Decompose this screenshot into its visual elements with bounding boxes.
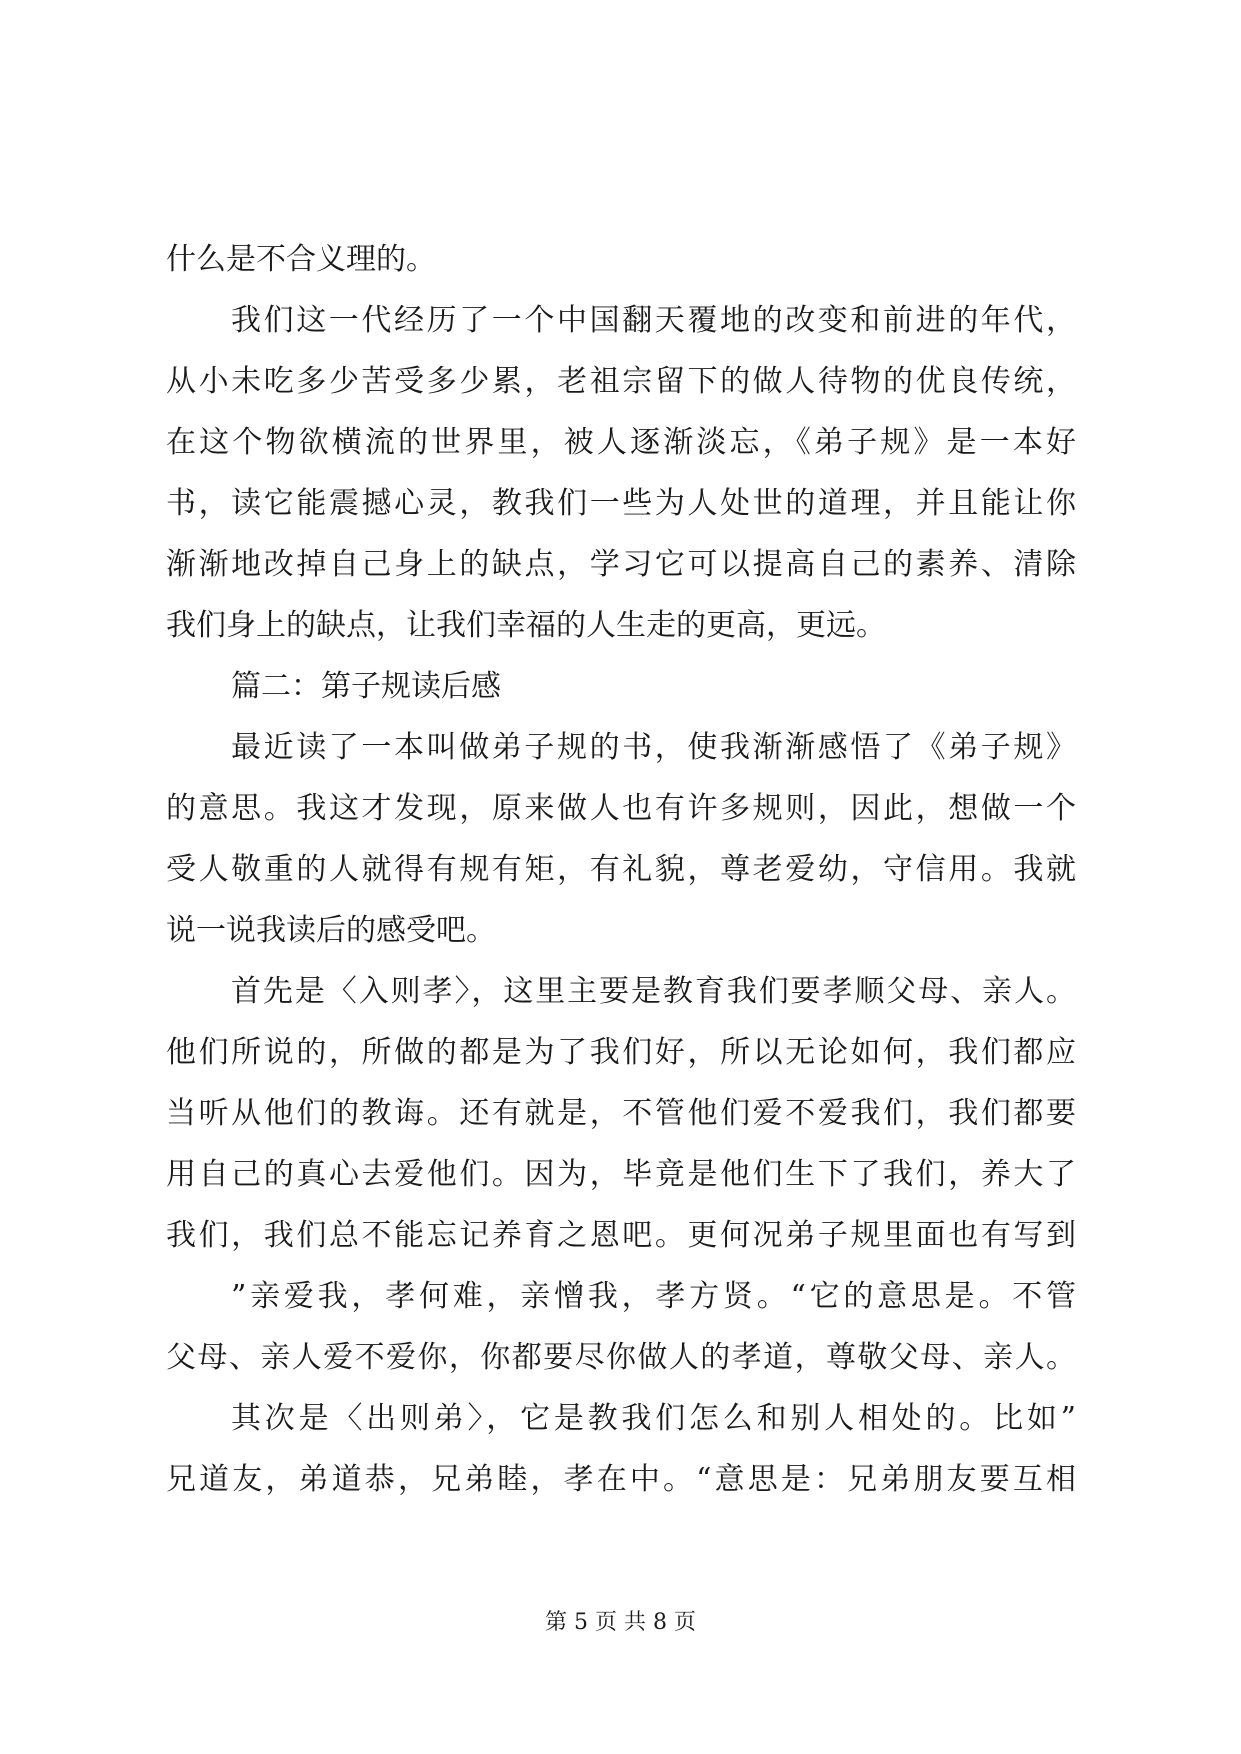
paragraph [166,229,1076,290]
paragraph [166,1388,1076,1510]
paragraph [166,1266,1076,1388]
text-line: 其次是〈出则弟〉，它是教我们怎么和别人相处的。比如” [231,1401,1076,1436]
text-line: ”亲爱我，孝何难，亲憎我，孝方贤。“它的意思是。不管 [231,1279,1076,1314]
text-line: 首先是〈入则孝〉，这里主要是教育我们要孝顺父母、亲人。 [231,974,1076,1009]
body-text [166,229,1076,1510]
text-line: 最近读了一本叫做弟子规的书，使我渐渐感悟了《弟子规》 [231,730,1076,765]
text-line: 我们，我们总不能忘记养育之恩吧。更何况弟子规里面也有写到 [166,1218,1076,1253]
text-line: 我们身上的缺点，让我们幸福的人生走的更高，更远。 [166,608,886,643]
text-line: 说一说我读后的感受吧。 [166,913,496,948]
paragraph [166,290,1076,656]
text-line: 在这个物欲横流的世界里，被人逐渐淡忘，《弟子规》是一本好 [166,425,1076,460]
paragraph [166,961,1076,1266]
section-heading [166,656,1076,717]
text-line: 的意思。我这才发现，原来做人也有许多规则，因此，想做一个 [166,791,1076,826]
text-line: 父母、亲人爱不爱你，你都要尽你做人的孝道，尊敬父母、亲人。 [166,1340,1076,1375]
text-line: 篇二：第子规读后感 [231,669,501,704]
text-line: 兄道友，弟道恭，兄弟睦，孝在中。“意思是：兄弟朋友要互相 [166,1462,1076,1497]
text-line: 什么是不合义理的。 [166,242,436,277]
text-line: 他们所说的，所做的都是为了我们好，所以无论如何，我们都应 [166,1035,1076,1070]
paragraph [166,717,1076,961]
text-line: 用自己的真心去爱他们。因为，毕竟是他们生下了我们，养大了 [166,1157,1076,1192]
text-line: 当听从他们的教诲。还有就是，不管他们爱不爱我们，我们都要 [166,1096,1076,1131]
text-line: 从小未吃多少苦受多少累，老祖宗留下的做人待物的优良传统， [166,364,1076,399]
text-line: 受人敬重的人就得有规有矩，有礼貌，尊老爱幼，守信用。我就 [166,852,1076,887]
text-line: 渐渐地改掉自己身上的缺点，学习它可以提高自己的素养、清除 [166,547,1076,582]
text-line: 我们这一代经历了一个中国翻天覆地的改变和前进的年代， [231,303,1076,338]
page-number-label: 第 5 页 共 8 页 [545,1610,696,1635]
text-line: 书，读它能震撼心灵，教我们一些为人处世的道理，并且能让你 [166,486,1076,521]
page-footer [0,1608,1241,1638]
